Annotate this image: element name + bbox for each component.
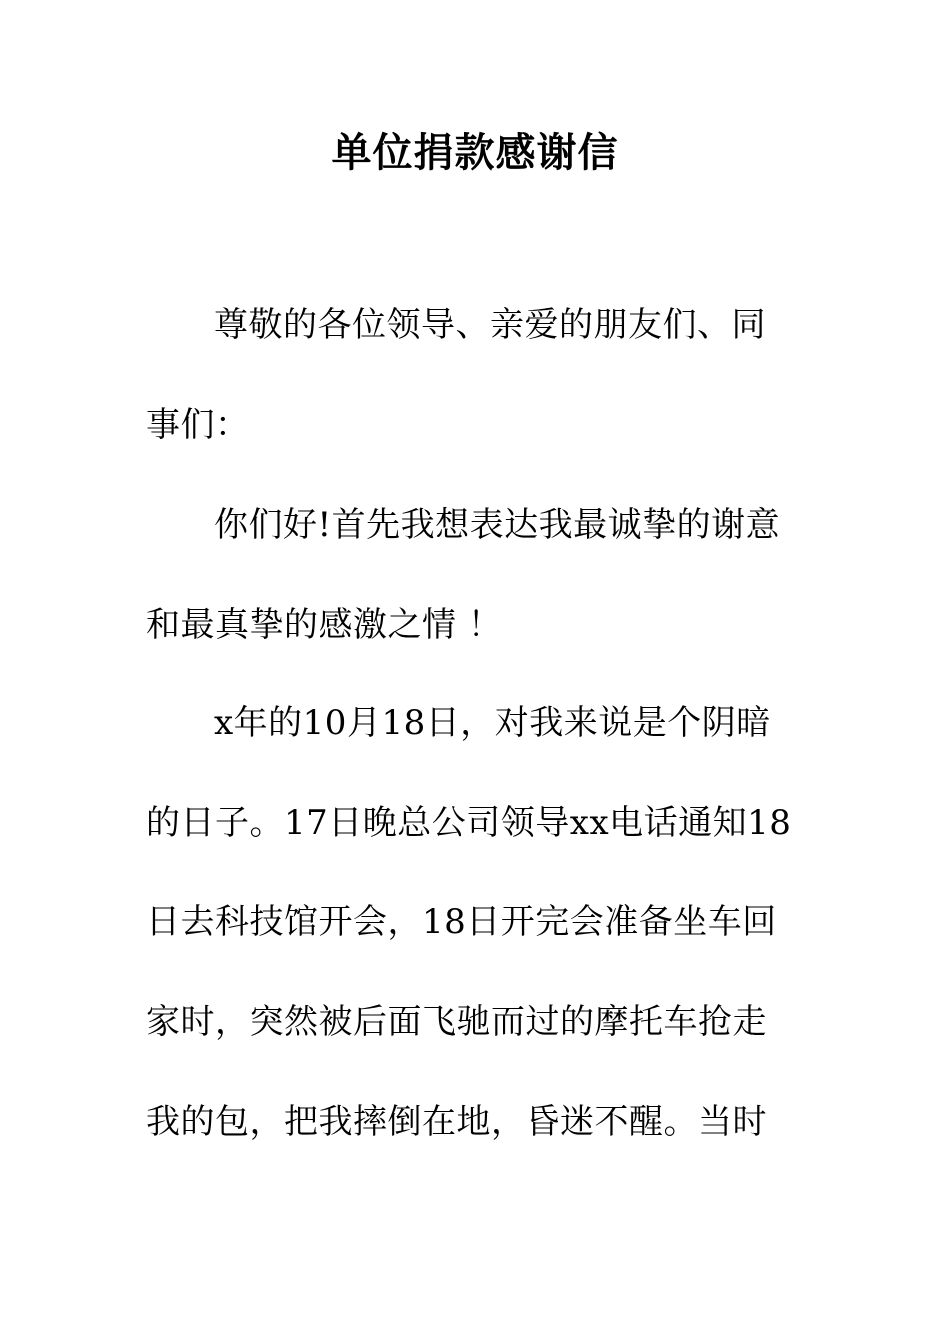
body-line-6: 的日子。17日晚总公司领导xx电话通知18 [146,803,792,843]
body-line-9: 我的包，把我摔倒在地，昏迷不醒。当时 [146,1102,767,1142]
body-line-8: 家时，突然被后面飞驰而过的摩托车抢走 [146,1002,767,1042]
body-line-3: 你们好!首先我想表达我最诚挚的谢意 [214,505,781,545]
body-line-2: 事们： [146,405,250,445]
body-line-1: 尊敬的各位领导、亲爱的朋友们、同 [214,305,766,345]
body-line-4: 和最真挚的感激之情 ！ [146,605,503,645]
body-line-7: 日去科技馆开会，18日开完会准备坐车回 [146,902,777,942]
document-title: 单位捐款感谢信 [331,130,619,176]
body-line-5: x年的10月18日，对我来说是个阴暗 [214,703,771,743]
